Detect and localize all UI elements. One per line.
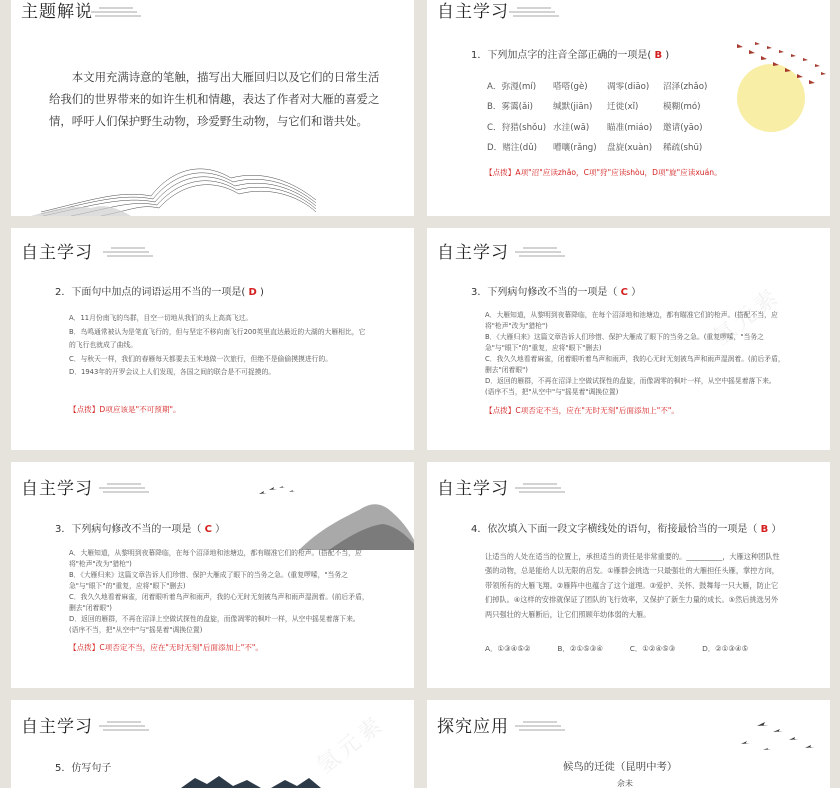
option-c: C．我久久地看着麻雀，闭着眼听着鸟声和雨声，我的心无时无刻被鸟声和雨声湿润着。(前后矛盾，删去"闭着眼") (485, 355, 785, 374)
sun-and-geese-illustration (727, 36, 830, 136)
option-a: A．大雁知道，从黎明到夜幕降临，在每个沼泽地和池塘边，都有瞄准它们的枪声。(搭配不当，应将"枪声"改为"猎枪") (69, 549, 362, 568)
question-3-title: 3．下列病句修改不当的一项是（ C ） (55, 524, 226, 535)
option-d: D．赌注(dǔ) 嘈嚷(rǎng) 盘旋(xuàn) 稀疏(shū) (487, 142, 703, 153)
heading-swirl-decoration (513, 478, 569, 498)
heading-swirl-decoration (513, 716, 569, 736)
choice-a: A．①③④⑤② (485, 644, 531, 653)
question-1-tip: 【点拨】A项"沼"应读zhǎo，C项"狩"应读shòu，D项"旋"应读xuán。 (485, 168, 722, 177)
question-1-answer: B (654, 50, 663, 61)
question-4-answer: B (760, 524, 769, 535)
slide-heading: 自主学习 (21, 717, 93, 737)
option-b: B．雾霭(ǎi) 缄默(jiān) 迁徙(xǐ) 模糊(mó) (487, 102, 701, 113)
heading-swirl-decoration (101, 242, 157, 262)
question-3-tip: 【点拨】C项否定不当，应在"无时无刻"后面添加上"不"。 (69, 643, 263, 652)
passage-author: 佘未 (617, 779, 633, 788)
option-d: D．1943年的开罗会议上人们发现，各国之间的联合是不可捉摸的。 (69, 368, 276, 377)
question-3-answer: C (204, 524, 212, 535)
question-4-title: 4．依次填入下面一段文字横线处的语句，衔接最恰当的一项是（ B ） (471, 524, 782, 535)
ink-mountain-and-birds (249, 480, 414, 550)
question-2-tip: 【点拨】D项应该是"不可预期"。 (69, 405, 181, 414)
option-c: C．狩猎(shǒu) 水洼(wā) 瞄准(miáo) 邀请(yāo) (487, 122, 703, 133)
heading-swirl-decoration (89, 2, 145, 22)
slide-heading: 自主学习 (437, 479, 509, 499)
question-2-title: 2．下面句中加点的词语运用不当的一项是( D ) (55, 287, 264, 298)
passage-title: 候鸟的迁徙（昆明中考） (563, 761, 678, 773)
option-a: A．弥漫(mí) 嗒嗒(gè) 凋零(diāo) 沼泽(zhǎo) (487, 82, 708, 92)
question-4-passage: 让适当的人处在适当的位置上，承担适当的责任是非常重要的。__________，大雁这种团队性强的动物，总是能给人以无限的启发。①雁群会挑选一只最强壮的大雁担任头雁，掌控方向，带领所有的大雁飞翔。②雁阵中也蕴含了这个道理。③爱护、关怀、鼓舞每一只大雁，防止它们掉队。④这样的安排就保证了团队的飞行效率，又保护了新生力量的成长。⑤然后挑选另外两只强壮的大雁断后，让它们照顾年幼体弱的大雁。 (485, 552, 780, 619)
flying-birds-illustration (727, 720, 827, 760)
question-4-choices (485, 642, 785, 657)
slide-self-study-6 (11, 700, 414, 788)
heading-swirl-decoration (97, 478, 153, 498)
question-3-tip: 【点拨】C项否定不当，应在"无时无刻"后面添加上"不"。 (485, 406, 679, 415)
theme-summary-text: 本文用充满诗意的笔触，描写出大雁回归以及它们的日常生活给我们的世界带来的如许生机和情趣，表达了作者对大雁的喜爱之情，呼吁人们保护野生动物，珍爱野生动物，与它们和谐共处。 (49, 70, 380, 128)
option-b: B．鸟鸣通常被认为是笔直飞行的，但与坚定不移向南飞行200英里直达最近的大湖的大雁相比，它的飞行也就成了曲线。 (69, 327, 366, 350)
question-5-title: 5．仿写句子 (55, 763, 112, 774)
option-a: A．大雁知道，从黎明到夜幕降临，在每个沼泽地和池塘边，都有瞄准它们的枪声。(搭配不当，应将"枪声"改为"猎枪") (485, 311, 778, 330)
heading-swirl-decoration (507, 2, 563, 22)
slide-self-study-5 (427, 462, 830, 688)
question-1-options (487, 77, 727, 158)
slide-heading: 自主学习 (437, 2, 509, 22)
slide-heading: 自主学习 (21, 479, 93, 499)
slide-heading: 自主学习 (437, 243, 509, 263)
mountain-line-art (31, 150, 321, 216)
choice-d: D．②①③④⑤ (702, 644, 749, 653)
option-c: C．与秋天一样，我们的春雁每天都要去玉米地做一次旅行，但绝不是偷偷摸摸进行的。 (69, 354, 333, 363)
slide-self-study-4 (11, 462, 414, 688)
option-b: B．《大雁归来》这篇文章告诉人们珍惜、保护大雁成了眼下的当务之急。(重复啰嗦，"当务之急"与"眼下"的"重复，应将"眼下"删去) (69, 571, 348, 590)
slide-exploration-application (427, 700, 830, 788)
question-3-options (69, 548, 369, 636)
option-d: D．返回的雁群，不再在沼泽上空做试探性的盘旋，而像凋零的枫叶一样，从空中摇晃着落下来。(语序不当，把"从空中"与"摇晃着"调换位置) (485, 377, 776, 396)
ink-mountain-art (181, 774, 321, 788)
choice-b: B．②①⑤③④ (557, 644, 603, 653)
option-b: B．《大雁归来》这篇文章告诉人们珍惜、保护大雁成了眼下的当务之急。(重复啰嗦，"当务之急"与"眼下"的"重复，应将"眼下"删去) (485, 333, 764, 352)
watermark-text: 氢元素 (708, 283, 786, 351)
heading-swirl-decoration (97, 716, 153, 736)
slide-heading: 自主学习 (21, 243, 93, 263)
option-a: A．11月份南飞的鸟群，目空一切地从我们的头上高高飞过。 (69, 314, 253, 322)
question-2-options (69, 312, 369, 380)
question-2-answer: D (248, 287, 257, 298)
slide-self-study-3 (427, 228, 830, 450)
choice-c: C．①②④⑤③ (629, 644, 676, 653)
question-3-answer: C (620, 287, 628, 298)
question-1-title: 1．下列加点字的注音全部正确的一项是( B ) (471, 50, 670, 61)
slide-self-study-1 (427, 0, 830, 216)
heading-swirl-decoration (513, 242, 569, 262)
option-d: D．返回的雁群，不再在沼泽上空做试探性的盘旋，而像凋零的枫叶一样，从空中摇晃着落下来。(语序不当，把"从空中"与"摇晃着"调换位置) (69, 615, 360, 634)
watermark-text: 氢元素 (312, 711, 390, 779)
slide-heading: 探究应用 (437, 717, 509, 737)
option-c: C．我久久地看着麻雀，闭着眼听着鸟声和雨声，我的心无时无刻被鸟声和雨声湿润着。(前后矛盾，删去"闭着眼") (69, 593, 369, 612)
slide-self-study-2 (11, 228, 414, 450)
slide-heading: 主题解说 (21, 2, 93, 22)
slide-theme-summary (11, 0, 414, 216)
question-3-title: 3．下列病句修改不当的一项是（ C ） (471, 287, 642, 298)
question-3-options (485, 310, 785, 398)
